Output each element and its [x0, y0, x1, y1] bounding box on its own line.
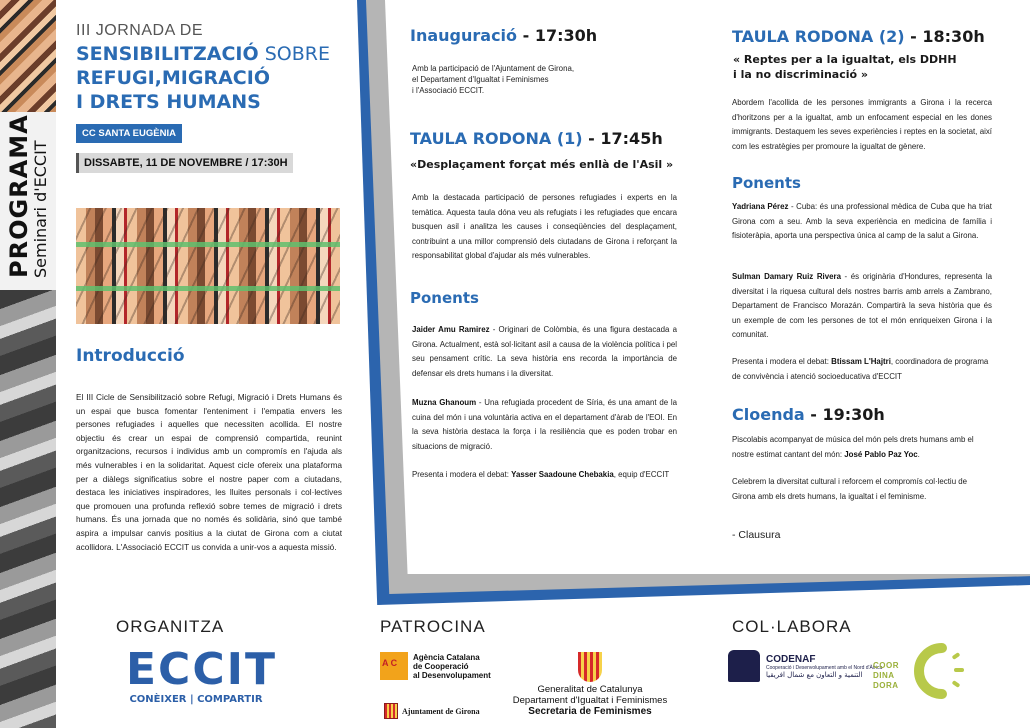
ponent-muzna [412, 396, 677, 454]
title-line2: REFUGI,MIGRACIÓ [76, 67, 270, 89]
venue-badge: CC SANTA EUGÈNIA [76, 124, 182, 143]
ponent-yadriana-name: Yadriana Pérez [732, 202, 789, 211]
intro-text: El III Cicle de Sensibilització sobre Refugi, Migració i Drets Humans és un espai que busca fomentar l'enteniment i l'empatia envers les persones refugiades i aquelles que necessiten acollida. El nostre objectiu és crear un espai de comprensió compartida, reunint organitzacions, recursos i individus amb un compromís en l'ajuda als més vulnerables i en la solidaritat. Aquest cicle ofereix una plataforma per a diàlegs significatius sobre el nostre paper com a ciutadans, destaca les iniciatives inspiradores, les lluites personals i col·lectives que promouen una profunda reflexió sobre temes de migració i drets humans. És una jornada que no només és solidària, sinó que també aspira a impulsar canvis positius a la ciutat de Girona com a ciutat acollidora. L'Associació ECCIT us convida a unir-vos a aquesta missió. [76, 392, 342, 552]
fists-strip-image [0, 0, 56, 112]
coordinadora-text [873, 661, 899, 691]
codenaf-name: CODENAF [766, 653, 816, 665]
inauguracio-line1: Amb la participació de l'Ajuntament de Girona, [412, 64, 575, 73]
taula2-text: Abordem l'acollida de les persones immigrants a Girona i la recerca d'horitzons per a la igualtat, amb un enfocament especial en les dones immigrants. Destaquem les seves experiències i reptes en la societat, així com les estratègies per promoure la igualtat de gènere. [732, 98, 992, 151]
ponents-heading: Ponents [410, 289, 479, 307]
ponent-jaider-name: Jaider Amu Ramirez [412, 325, 490, 334]
moderator-1-name: Yasser Saadoune Chebakia [511, 470, 614, 479]
spine-programa: PROGRAMA [5, 114, 33, 278]
spine-title [6, 114, 50, 278]
cloenda-text-2: Celebrem la diversitat cultural i reforcem el compromís col·lectiu de Girona amb els drets humans, la igualtat i el feminisme. [732, 477, 968, 501]
eccit-logo-sub: CONÈIXER | COMPARTIR [129, 694, 263, 705]
ponent-yadriana [732, 200, 992, 244]
coord-line3: DORA [873, 681, 899, 690]
ponent-muzna-name: Muzna Ghanoum [412, 398, 477, 407]
taula2-heading [732, 27, 985, 46]
inauguracio-time: - 17:30h [517, 26, 598, 45]
ponent-jaider [412, 323, 677, 381]
eccit-logo-word: ECCIT [126, 644, 278, 695]
cloenda-text [732, 433, 992, 462]
event-header [76, 22, 346, 173]
taula2-quote [733, 52, 957, 82]
moderator-2-name: Btissam L'Hajtri [831, 357, 891, 366]
side-spine [0, 0, 56, 728]
coord-line1: COOR [873, 661, 899, 670]
cloenda-label: Cloenda [732, 405, 805, 424]
patrocina-heading: PATROCINA [380, 617, 486, 636]
ponent-jaider-text: - Originari de Colòmbia, és una figura destacada a Girona. Actualment, està sol·licitant asil a causa de la violència política i pel seu pensament crític. La seva història ens recorda la importància de defensar els drets humans i la diversitat. [412, 325, 677, 378]
codenaf-building-icon [728, 650, 760, 682]
spine-seminari: Seminari d'ECCIT [31, 140, 50, 278]
generalitat-line1: Generalitat de Catalunya [537, 684, 643, 695]
ponent-sulman [732, 270, 992, 343]
collabora-heading: COL·LABORA [732, 617, 852, 636]
taula1-label: TAULA RODONA (1) [410, 129, 583, 148]
inauguracio-line2: el Departament d'Igualtat i Feminismes [412, 75, 549, 84]
acc-mark-icon [380, 652, 408, 680]
cloenda-period: . [917, 449, 920, 459]
ponent-muzna-text: - Una refugiada procedent de Síria, és una amant de la cuina del món i una voluntària activa en el departament d'àrab de l'EOI. En la seva història destaca la força i la resiliència que es poden trobar en situacions de migració. [412, 398, 677, 451]
coord-line2: DINA [873, 671, 895, 680]
inauguracio-heading [410, 26, 597, 45]
codenaf-arabic: التنمية و التعاون مع شمال افريقيا [766, 670, 863, 679]
generalitat-logo [505, 652, 675, 718]
moderator-1-suffix: , equip d'ECCIT [613, 470, 670, 479]
ajuntament-text: Ajuntament de Girona [402, 706, 480, 716]
ponents-heading-2: Ponents [732, 174, 801, 192]
taula1-heading [410, 129, 663, 148]
acc-text [413, 653, 491, 680]
title-line3: I DRETS HUMANS [76, 91, 261, 113]
acc-line2: de Cooperació [413, 661, 469, 671]
hands-grey-image [0, 290, 56, 728]
acc-logo [380, 652, 491, 680]
taula2-quote-line2: i la no discriminació » [733, 68, 869, 81]
cloenda-time: - 19:30h [804, 405, 885, 424]
ponent-yadriana-text: - Cuba: és una professional mèdica de Cuba que ha triat Girona com a seu. Amb la seva experiència en medicina de família i fisioteràpia, aporta una perspectiva única al camp de la salut a Girona. [732, 202, 992, 241]
cloenda-singer: José Pablo Paz Yoc [844, 449, 918, 459]
moderator-1 [412, 468, 677, 483]
pre-title: III JORNADA DE [76, 22, 204, 39]
cloenda-text-1: Piscolabis acompanyat de música del món pels drets humans amb el nostre estimat cantant del món: [732, 435, 974, 459]
acc-line1: Agència Catalana [413, 652, 480, 662]
date-badge: DISSABTE, 11 DE NOVEMBRE / 17:30H [76, 153, 293, 173]
ponent-sulman-text: - és originària d'Hondures, representa la diversitat i la riquesa cultural dels nostres barris amb arrels a Zambrano, Departament de Francisco Morazán. Compartirà la seva història que és un exemple de com les persones de tot el món enriqueixen Girona i la comunitat. [732, 272, 992, 340]
raised-fists-photo [76, 208, 340, 324]
acc-line3: al Desenvolupament [413, 670, 491, 680]
taula2-label: TAULA RODONA (2) [732, 27, 905, 46]
clausura: - Clausura [732, 529, 781, 541]
intro-heading: Introducció [76, 346, 185, 366]
taula1-text: Amb la destacada participació de persones refugiades i experts en la temàtica. Aquesta taula dóna veu als refugiats i les refugiades que encara busquen asil i analitza les causes i conseqüències del desplaçament, contribuint a una millor comprensió dels ciutadans de Girona i reforçant la responsabilitat global d'ajudar als més vulnerables. [412, 193, 677, 261]
taula1-time: - 17:45h [582, 129, 663, 148]
taula2-time: - 18:30h [904, 27, 985, 46]
ajuntament-shield-icon [384, 703, 398, 719]
moderator-2-prefix: Presenta i modera el debat: [732, 357, 832, 366]
photo-band [76, 242, 340, 247]
generalitat-shield-icon [578, 652, 602, 682]
eccit-logo [126, 644, 278, 705]
title-line1-thin: SOBRE [258, 43, 330, 65]
ajuntament-logo [384, 703, 480, 719]
generalitat-line3: Secretaria de Feminismes [528, 706, 652, 717]
moderator-2-suffix: , coordinadora de programa de convivència i atenció socioeducativa d'ECCIT [732, 357, 989, 381]
moderator-1-prefix: Presenta i modera el debat: [412, 470, 512, 479]
inauguracio-text [412, 63, 662, 96]
coordinadora-logo-icon [912, 640, 966, 702]
photo-band [76, 286, 340, 291]
codenaf-logo [728, 650, 882, 682]
generalitat-line2: Departament d'Igualtat i Feminismes [512, 695, 668, 706]
cloenda-heading [732, 405, 885, 424]
title-line1: SENSIBILITZACIÓ [76, 43, 259, 65]
inauguracio-line3: i l'Associació ECCIT. [412, 86, 485, 95]
event-title [76, 42, 346, 114]
inauguracio-label: Inauguració [410, 26, 518, 45]
taula1-quote: «Desplaçament forçat més enllà de l'Asil » [410, 158, 674, 171]
codenaf-tag: Cooperació i Desenvolupament amb el Nord d'Àfrica [766, 664, 883, 671]
organitza-heading: ORGANITZA [116, 617, 225, 636]
moderator-2 [732, 355, 992, 384]
ponent-sulman-name: Sulman Damary Ruiz Rivera [732, 272, 841, 281]
taula2-quote-line1: « Reptes per a la igualtat, els DDHH [733, 53, 957, 66]
